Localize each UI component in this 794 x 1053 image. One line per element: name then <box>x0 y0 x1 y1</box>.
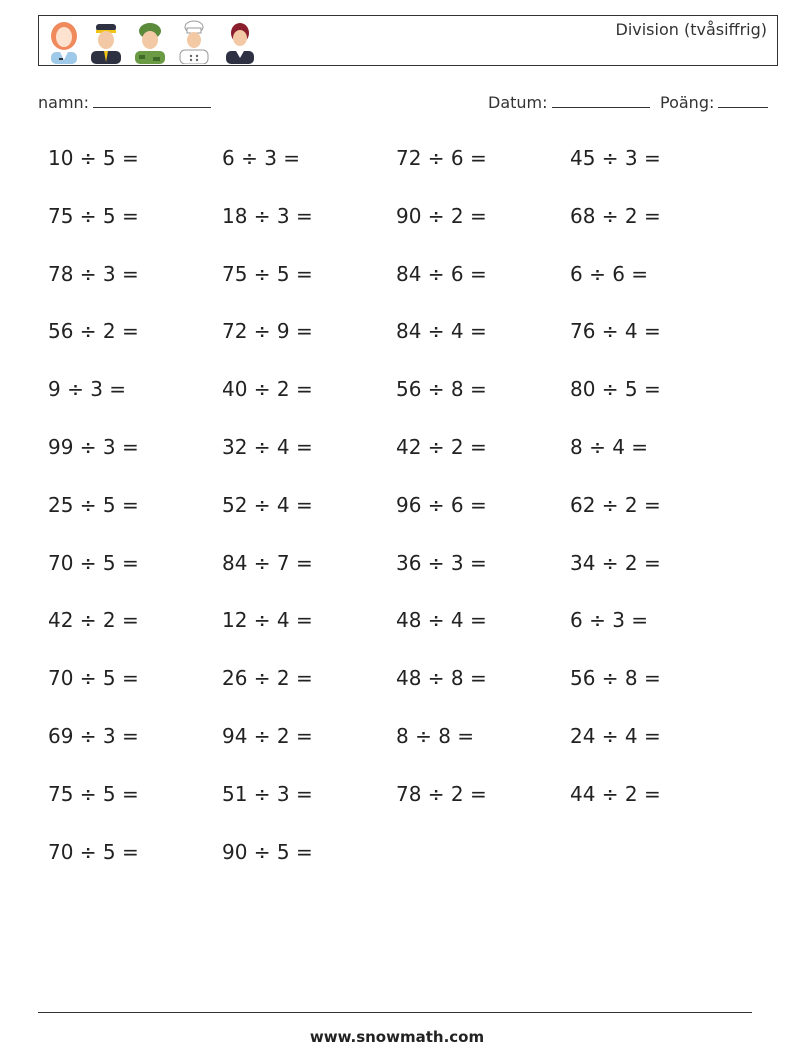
problem-item: 99 ÷ 3 = <box>48 435 139 459</box>
problem-item: 72 ÷ 9 = <box>222 319 313 343</box>
problem-item: 9 ÷ 3 = <box>48 377 127 401</box>
problem-item: 25 ÷ 5 = <box>48 493 139 517</box>
problem-item: 78 ÷ 3 = <box>48 262 139 286</box>
name-line <box>93 93 211 108</box>
pilot-avatar-icon <box>87 20 125 64</box>
problem-item: 10 ÷ 5 = <box>48 146 139 170</box>
problem-item: 18 ÷ 3 = <box>222 204 313 228</box>
problem-item: 56 ÷ 8 = <box>570 666 661 690</box>
worksheet-title: Division (tvåsiffrig) <box>615 20 767 39</box>
score-field <box>660 93 768 112</box>
problem-item: 70 ÷ 5 = <box>48 666 139 690</box>
problem-item: 76 ÷ 4 = <box>570 319 661 343</box>
problem-item: 96 ÷ 6 = <box>396 493 487 517</box>
name-label: namn: <box>38 93 90 112</box>
problem-item: 45 ÷ 3 = <box>570 146 661 170</box>
problem-item: 36 ÷ 3 = <box>396 551 487 575</box>
problem-item: 69 ÷ 3 = <box>48 724 139 748</box>
problem-item: 84 ÷ 6 = <box>396 262 487 286</box>
woman-avatar-icon <box>45 20 83 64</box>
problem-item: 34 ÷ 2 = <box>570 551 661 575</box>
problem-item: 80 ÷ 5 = <box>570 377 661 401</box>
problem-item: 6 ÷ 3 = <box>570 608 649 632</box>
problem-item: 6 ÷ 6 = <box>570 262 649 286</box>
problem-item: 42 ÷ 2 = <box>396 435 487 459</box>
date-field <box>488 93 650 112</box>
problem-item: 51 ÷ 3 = <box>222 782 313 806</box>
problem-item: 78 ÷ 2 = <box>396 782 487 806</box>
problem-item: 42 ÷ 2 = <box>48 608 139 632</box>
problem-item: 48 ÷ 8 = <box>396 666 487 690</box>
problem-item: 32 ÷ 4 = <box>222 435 313 459</box>
problem-item: 68 ÷ 2 = <box>570 204 661 228</box>
date-label: Datum: <box>488 93 548 112</box>
problem-item: 75 ÷ 5 = <box>222 262 313 286</box>
problem-item: 6 ÷ 3 = <box>222 146 301 170</box>
problem-item: 94 ÷ 2 = <box>222 724 313 748</box>
soldier-avatar-icon <box>131 20 169 64</box>
date-line <box>552 93 650 108</box>
problem-item: 56 ÷ 2 = <box>48 319 139 343</box>
problem-item: 70 ÷ 5 = <box>48 840 139 864</box>
score-line <box>718 93 768 108</box>
businesswoman-avatar-icon <box>221 20 259 64</box>
problem-item: 26 ÷ 2 = <box>222 666 313 690</box>
problem-item: 84 ÷ 7 = <box>222 551 313 575</box>
problem-item: 84 ÷ 4 = <box>396 319 487 343</box>
problem-item: 90 ÷ 5 = <box>222 840 313 864</box>
problem-item: 56 ÷ 8 = <box>396 377 487 401</box>
footer-divider <box>38 1012 752 1013</box>
chef-avatar-icon <box>175 20 213 64</box>
problem-item: 12 ÷ 4 = <box>222 608 313 632</box>
worksheet-header <box>38 15 778 66</box>
problem-item: 70 ÷ 5 = <box>48 551 139 575</box>
problem-item: 90 ÷ 2 = <box>396 204 487 228</box>
problem-item: 72 ÷ 6 = <box>396 146 487 170</box>
name-field <box>38 93 211 112</box>
problem-item: 8 ÷ 8 = <box>396 724 475 748</box>
problem-item: 8 ÷ 4 = <box>570 435 649 459</box>
problem-item: 52 ÷ 4 = <box>222 493 313 517</box>
footer-url: www.snowmath.com <box>309 1028 485 1046</box>
problem-item: 62 ÷ 2 = <box>570 493 661 517</box>
problem-item: 75 ÷ 5 = <box>48 782 139 806</box>
problem-item: 24 ÷ 4 = <box>570 724 661 748</box>
problem-item: 48 ÷ 4 = <box>396 608 487 632</box>
problem-item: 75 ÷ 5 = <box>48 204 139 228</box>
score-label: Poäng: <box>660 93 715 112</box>
problem-item: 44 ÷ 2 = <box>570 782 661 806</box>
problem-item: 40 ÷ 2 = <box>222 377 313 401</box>
